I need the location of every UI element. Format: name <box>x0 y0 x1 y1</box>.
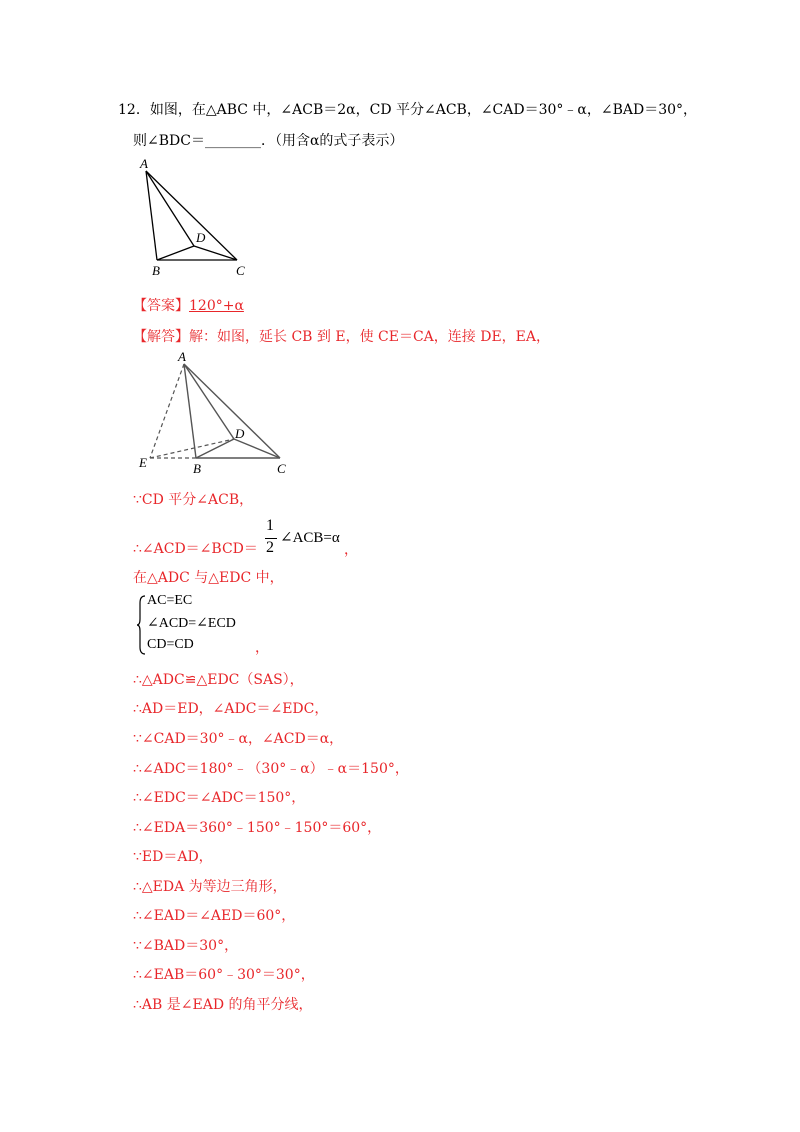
label-c: C <box>236 263 245 278</box>
system-row-2: ∠ACD=∠ECD <box>147 616 236 631</box>
label-a: A <box>140 156 148 171</box>
step-15: ∴AB 是∠EAD 的角平分线， <box>133 997 313 1013</box>
solution-intro: 解：如图，延长 CB 到 E，使 CE＝CA，连接 DE，EA， <box>189 329 550 345</box>
step-11: ∴△EDA 为等边三角形， <box>133 879 287 895</box>
step-10: ∵ED＝AD， <box>133 849 213 865</box>
label-b: B <box>152 263 160 278</box>
label-a: A <box>178 350 186 364</box>
system-tail: ， <box>255 641 269 656</box>
formula-tail: ， <box>344 543 358 558</box>
step-4: ∴△ADC≌△EDC（SAS）， <box>133 672 304 688</box>
segment-cd <box>234 439 280 458</box>
fraction-denominator: 2 <box>266 539 274 556</box>
label-c: C <box>277 461 286 476</box>
formula-rest: ∠ACB=α <box>280 530 340 546</box>
label-e: E <box>139 455 147 470</box>
fraction-numerator: 1 <box>266 517 274 534</box>
step-13: ∵∠BAD＝30°， <box>133 938 239 954</box>
segment-ac <box>184 364 280 458</box>
equation-system <box>137 593 277 659</box>
step-12: ∴∠EAD＝∠AED＝60°， <box>133 908 296 924</box>
answer-line <box>133 296 244 316</box>
label-d: D <box>196 230 206 245</box>
label-b: B <box>193 461 201 476</box>
solution-line <box>133 327 550 347</box>
step-1: ∵CD 平分∠ACB， <box>133 492 254 508</box>
label-d: D <box>235 426 245 441</box>
segment-bd <box>157 246 194 260</box>
formula-half-angle <box>262 517 362 567</box>
segment-ab <box>146 171 157 260</box>
segment-ed <box>150 439 234 458</box>
figure-triangle-abc <box>132 155 262 280</box>
solution-tag: 【解答】 <box>133 329 189 345</box>
segment-ad <box>146 171 194 246</box>
step-6: ∵∠CAD＝30°﹣α，∠ACD＝α， <box>133 731 344 747</box>
segment-bd <box>196 439 234 458</box>
step-2: ∴∠ACD＝∠BCD＝ <box>133 541 258 557</box>
segment-ea <box>150 364 184 458</box>
system-row-1: AC=EC <box>147 593 193 608</box>
step-8: ∴∠EDC＝∠ADC＝150°， <box>133 790 306 806</box>
question-line-2: 则∠BDC＝________．（用含α的式子表示） <box>133 133 404 149</box>
step-3: 在△ADC 与△EDC 中， <box>133 570 284 586</box>
step-5: ∴AD＝ED，∠ADC＝∠EDC， <box>133 701 329 717</box>
answer-value: 120°+α <box>189 298 244 314</box>
step-9: ∴∠EDA＝360°﹣150°﹣150°＝60°， <box>133 820 382 836</box>
brace-icon <box>137 595 147 655</box>
system-row-3: CD=CD <box>147 637 194 652</box>
answer-tag: 【答案】 <box>133 298 189 314</box>
question-line-1: 12．如图，在△ABC 中，∠ACB＝2α，CD 平分∠ACB，∠CAD＝30°﹣α，∠BAD＝30°， <box>118 102 698 118</box>
step-14: ∴∠EAB＝60°﹣30°＝30°， <box>133 967 315 983</box>
figure-triangle-extended <box>134 350 294 480</box>
step-7: ∴∠ADC＝180°﹣（30°﹣α）﹣α＝150°， <box>133 761 409 777</box>
